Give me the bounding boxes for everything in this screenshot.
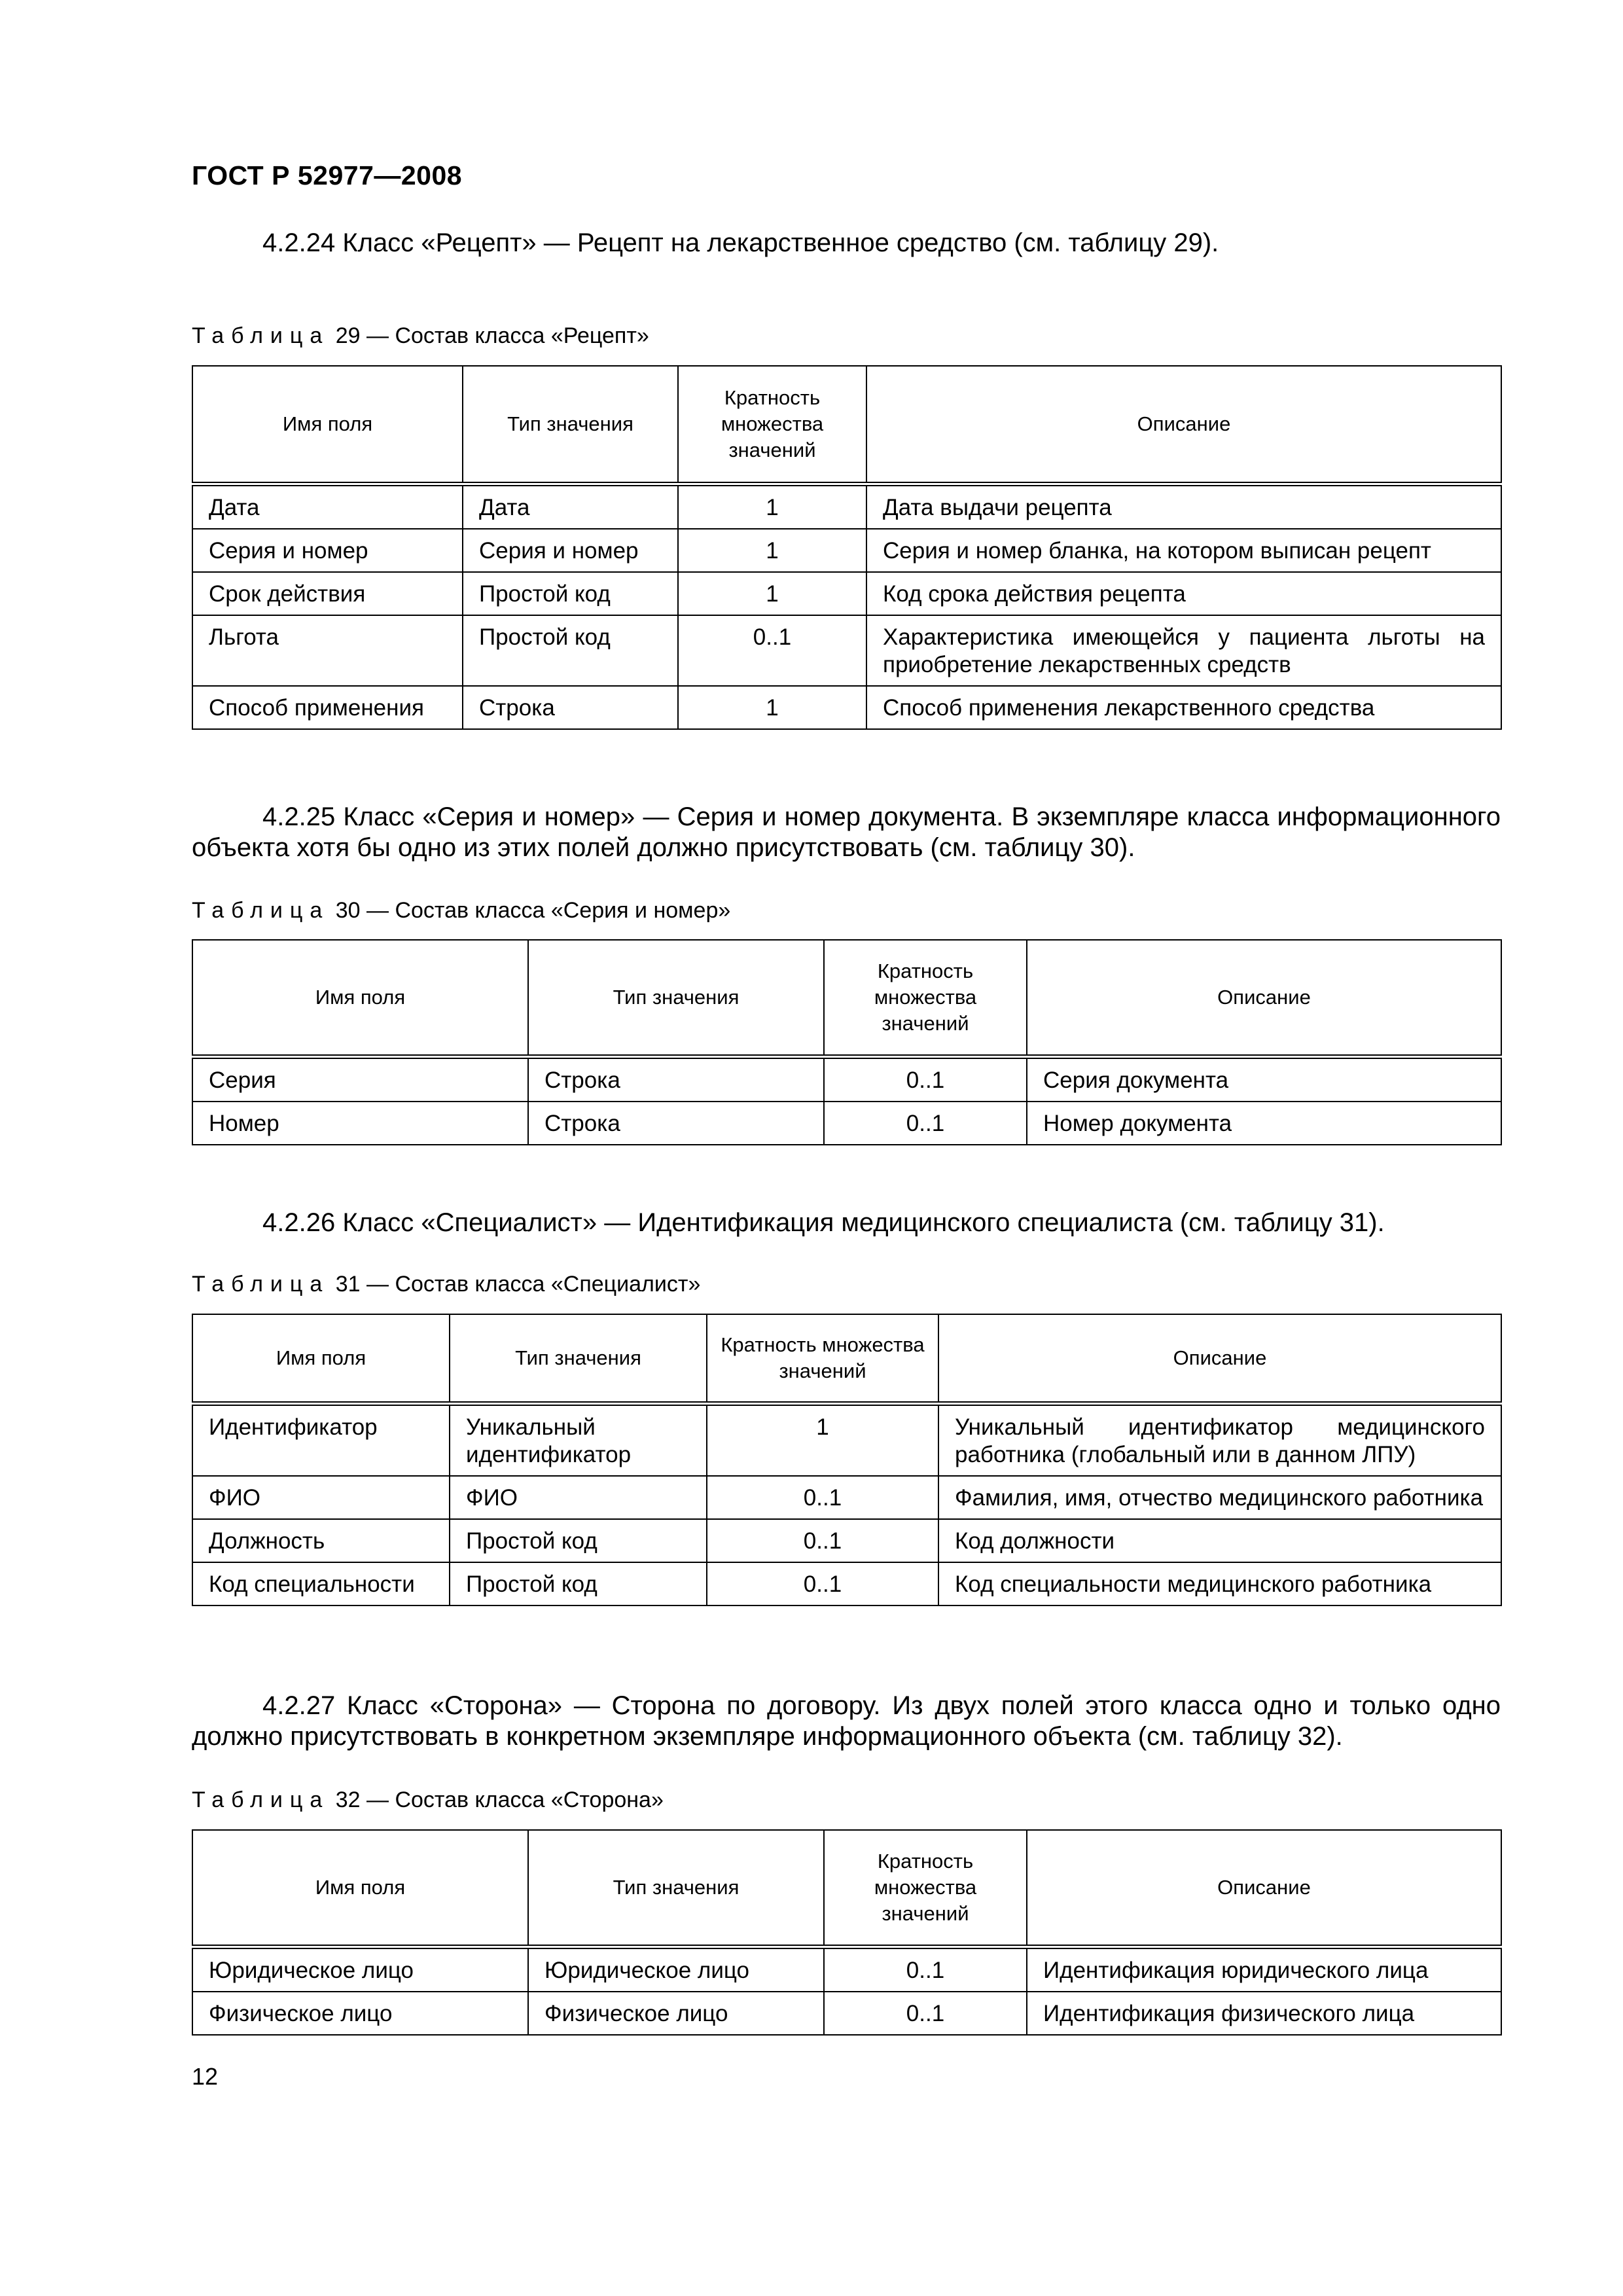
cell-description: Идентификация юридического лица: [1027, 1946, 1501, 1992]
table-32-caption: [192, 1787, 664, 1813]
header-field-name: Имя поля: [192, 1830, 528, 1946]
caption-label: Таблица: [192, 898, 330, 923]
cell-value-type: Уникальный идентификатор: [450, 1403, 707, 1476]
cell-description: Код специальности медицинского работника: [938, 1562, 1501, 1605]
table-row: [192, 1476, 1501, 1519]
cell-multiplicity: 1: [707, 1403, 938, 1476]
cell-value-type: Дата: [463, 484, 678, 529]
cell-description: Серия и номер бланка, на котором выписан рецепт: [866, 529, 1501, 572]
header-description: Описание: [1027, 1830, 1501, 1946]
header-value-type: Тип значения: [528, 940, 824, 1056]
cell-value-type: Физическое лицо: [528, 1992, 824, 2035]
cell-description: Код должности: [938, 1519, 1501, 1562]
table-row: [192, 572, 1501, 615]
section-4-2-27: 4.2.27 Класс «Сторона» — Сторона по договору. Из двух полей этого класса одно и только одно должно присутствовать в конкретном экземпляре информационного объекта (см. таблицу 32).: [192, 1691, 1501, 1751]
cell-description: Фамилия, имя, отчество медицинского работника: [938, 1476, 1501, 1519]
table-row: [192, 1562, 1501, 1605]
cell-description: Номер документа: [1027, 1102, 1501, 1145]
cell-description: Идентификация физического лица: [1027, 1992, 1501, 2035]
page-number: 12: [192, 2063, 219, 2090]
cell-field-name: ФИО: [192, 1476, 450, 1519]
cell-value-type: Строка: [528, 1102, 824, 1145]
header-field-name: Имя поля: [192, 1314, 450, 1403]
table-30: [192, 939, 1502, 1145]
cell-field-name: Дата: [192, 484, 463, 529]
document-code: ГОСТ Р 52977—2008: [192, 160, 463, 190]
table-row: [192, 615, 1501, 686]
header-description: Описание: [866, 366, 1501, 484]
cell-multiplicity: 0..1: [707, 1562, 938, 1605]
cell-field-name: Идентификатор: [192, 1403, 450, 1476]
header-field-name: Имя поля: [192, 940, 528, 1056]
cell-value-type: Простой код: [450, 1562, 707, 1605]
cell-value-type: Простой код: [463, 615, 678, 686]
header-field-name: Имя поля: [192, 366, 463, 484]
cell-description: Уникальный идентификатор медицинского работника (глобальный или в данном ЛПУ): [938, 1403, 1501, 1476]
cell-multiplicity: 0..1: [824, 1946, 1027, 1992]
cell-value-type: Строка: [463, 686, 678, 729]
cell-multiplicity: 1: [678, 484, 866, 529]
table-header-row: [192, 940, 1501, 1056]
caption-text: 32 — Состав класса «Сторона»: [329, 1787, 664, 1812]
table-header-row: [192, 1314, 1501, 1403]
header-multiplicity: Кратность множества значений: [678, 366, 866, 484]
cell-field-name: Код специальности: [192, 1562, 450, 1605]
table-32: [192, 1829, 1502, 2036]
cell-value-type: ФИО: [450, 1476, 707, 1519]
cell-value-type: Серия и номер: [463, 529, 678, 572]
table-row: [192, 1102, 1501, 1145]
cell-value-type: Строка: [528, 1056, 824, 1102]
header-multiplicity: Кратность множества значений: [824, 1830, 1027, 1946]
caption-label: Таблица: [192, 323, 330, 348]
header-value-type: Тип значения: [463, 366, 678, 484]
table-row: [192, 1992, 1501, 2035]
header-value-type: Тип значения: [528, 1830, 824, 1946]
cell-value-type: Простой код: [463, 572, 678, 615]
table-row: [192, 1056, 1501, 1102]
header-multiplicity: Кратность множества значений: [707, 1314, 938, 1403]
cell-multiplicity: 0..1: [707, 1519, 938, 1562]
caption-text: 29 — Состав класса «Рецепт»: [329, 323, 649, 348]
table-30-caption: [192, 898, 730, 924]
table-row: [192, 686, 1501, 729]
section-4-2-26: 4.2.26 Класс «Специалист» — Идентификация медицинского специалиста (см. таблицу 31).: [262, 1208, 1385, 1237]
table-31: [192, 1314, 1502, 1606]
cell-multiplicity: 0..1: [824, 1102, 1027, 1145]
cell-value-type: Юридическое лицо: [528, 1946, 824, 1992]
header-description: Описание: [938, 1314, 1501, 1403]
cell-multiplicity: 1: [678, 529, 866, 572]
cell-description: Характеристика имеющейся у пациента льготы на приобретение лекарственных средств: [866, 615, 1501, 686]
header-multiplicity: Кратность множества значений: [824, 940, 1027, 1056]
cell-field-name: Льгота: [192, 615, 463, 686]
cell-multiplicity: 0..1: [824, 1992, 1027, 2035]
cell-description: Способ применения лекарственного средства: [866, 686, 1501, 729]
cell-field-name: Физическое лицо: [192, 1992, 528, 2035]
caption-label: Таблица: [192, 1787, 330, 1812]
table-row: [192, 484, 1501, 529]
cell-multiplicity: 0..1: [707, 1476, 938, 1519]
cell-field-name: Юридическое лицо: [192, 1946, 528, 1992]
table-31-caption: [192, 1272, 700, 1297]
cell-field-name: Должность: [192, 1519, 450, 1562]
cell-multiplicity: 0..1: [824, 1056, 1027, 1102]
table-row: [192, 1519, 1501, 1562]
cell-multiplicity: 0..1: [678, 615, 866, 686]
section-4-2-25: 4.2.25 Класс «Серия и номер» — Серия и номер документа. В экземпляре класса информационного объекта хотя бы одно из этих полей должно присутствовать (см. таблицу 30).: [192, 802, 1501, 862]
table-row: [192, 1946, 1501, 1992]
table-row: [192, 529, 1501, 572]
cell-description: Код срока действия рецепта: [866, 572, 1501, 615]
table-header-row: [192, 1830, 1501, 1946]
cell-field-name: Срок действия: [192, 572, 463, 615]
header-value-type: Тип значения: [450, 1314, 707, 1403]
table-29: [192, 365, 1502, 730]
header-description: Описание: [1027, 940, 1501, 1056]
section-4-2-24: 4.2.24 Класс «Рецепт» — Рецепт на лекарственное средство (см. таблицу 29).: [262, 228, 1219, 257]
caption-label: Таблица: [192, 1272, 330, 1297]
table-row: [192, 1403, 1501, 1476]
cell-description: Серия документа: [1027, 1056, 1501, 1102]
caption-text: 31 — Состав класса «Специалист»: [329, 1272, 701, 1297]
table-header-row: [192, 366, 1501, 484]
cell-multiplicity: 1: [678, 572, 866, 615]
cell-field-name: Серия и номер: [192, 529, 463, 572]
cell-description: Дата выдачи рецепта: [866, 484, 1501, 529]
table-29-caption: [192, 323, 649, 349]
cell-field-name: Серия: [192, 1056, 528, 1102]
cell-multiplicity: 1: [678, 686, 866, 729]
caption-text: 30 — Состав класса «Серия и номер»: [329, 898, 731, 923]
cell-value-type: Простой код: [450, 1519, 707, 1562]
cell-field-name: Способ применения: [192, 686, 463, 729]
cell-field-name: Номер: [192, 1102, 528, 1145]
